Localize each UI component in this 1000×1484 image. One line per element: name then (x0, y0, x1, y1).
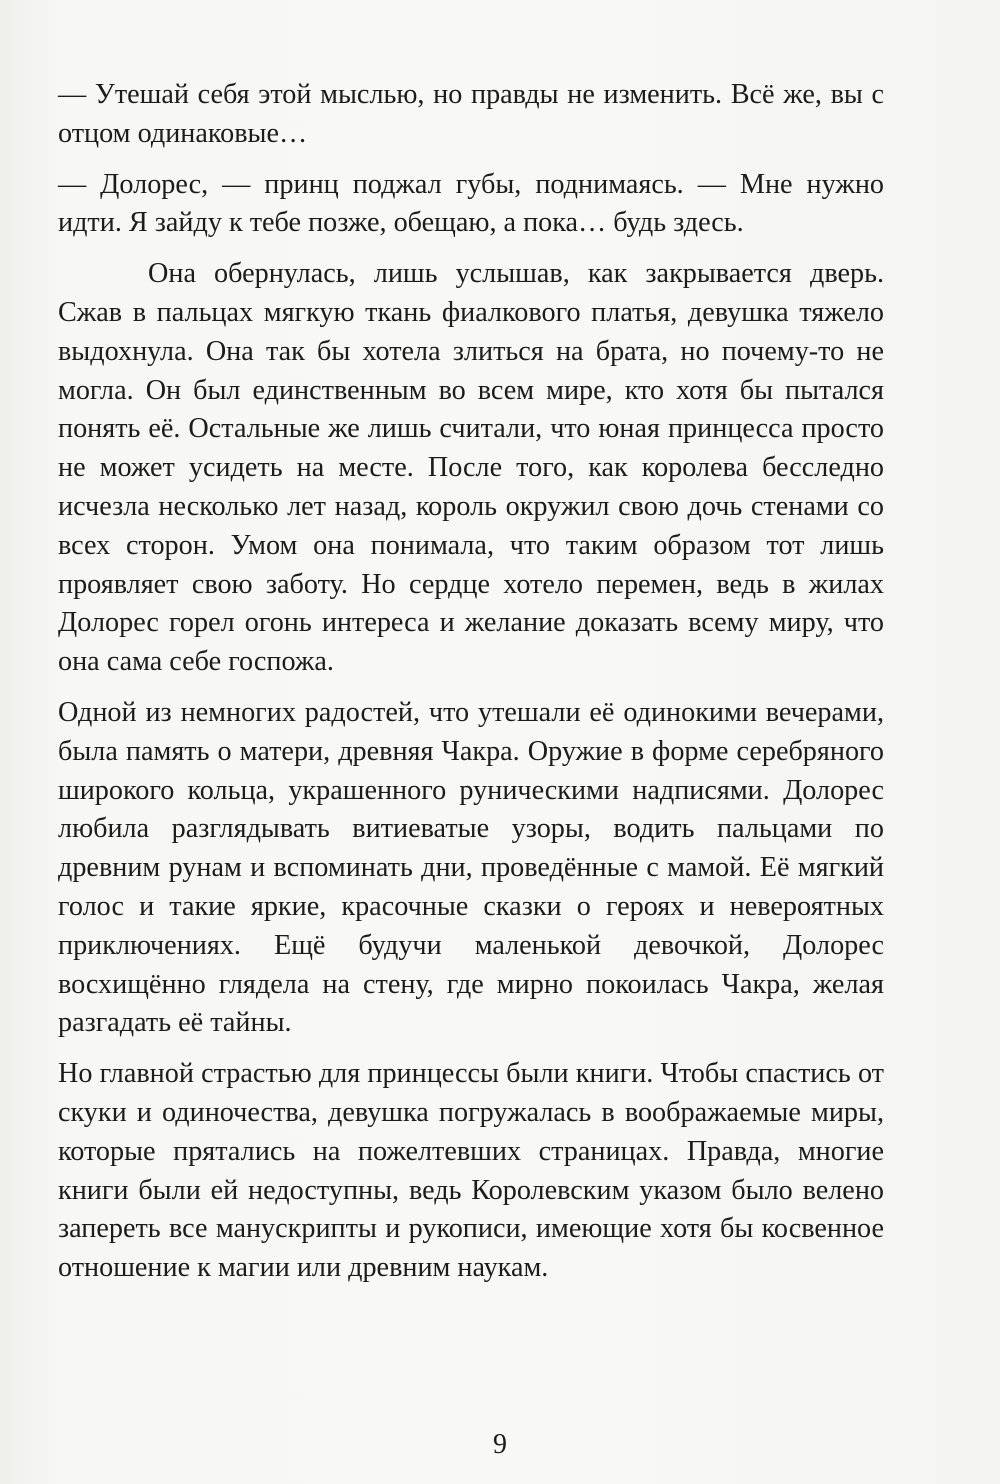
paragraph-dialogue-1: — Утешай себя этой мыслью, но правды не изменить. Всё же, вы с отцом одинаковые… (58, 79, 884, 149)
page-number: 9 (493, 1429, 507, 1460)
paragraph-narrative-1: Она обернулась, лишь услышав, как закрывается дверь. Сжав в пальцах мягкую ткань фиалкового платья, девушка тяжело выдохнула. Она так бы хотела злиться на брата, но почему-то не могла. Он был единственным во всем мире, кто хотя бы пытался понять её. Остальные же лишь считали, что юная принцесса просто не может усидеть на месте. После того, как королева бесследно исчезла несколько лет назад, король окружил свою дочь стенами со всех сторон. Умом она понимала, что таким образом тот лишь проявляет свою заботу. Но сердце хотело перемен, ведь в жилах Долорес горел огонь интереса и желание доказать всему миру, что она сама себе госпожа. (58, 258, 884, 678)
paragraph-narrative-2: Одной из немногих радостей, что утешали её одинокими вечерами, была память о матери, древняя Чакра. Оружие в форме серебряного широкого кольца, украшенного руническими надписями. Долорес любила разглядывать витиеватые узоры, водить пальцами по древним рунам и вспоминать дни, проведённые с мамой. Её мягкий голос и такие яркие, красочные сказки о героях и невероятных приключениях. Ещё будучи маленькой девочкой, Долорес восхищённо глядела на стену, где мирно покоилась Чакра, желая разгадать её тайны. (58, 696, 884, 1039)
paragraph-dialogue-2: — Долорес, — принц поджал губы, поднимаясь. — Мне нужно идти. Я зайду к тебе позже, обещаю, а пока… будь здесь. (58, 168, 884, 239)
paragraph-narrative-3: Но главной страстью для принцессы были книги. Чтобы спастись от скуки и одиночества, девушка погружалась в воображаемые миры, которые прятались на пожелтевших страницах. Правда, многие книги были ей недоступны, ведь Королевским указом было велено запереть все манускрипты и рукописи, имеющие хотя бы косвенное отношение к магии или древним наукам. (58, 1058, 884, 1284)
body-text (58, 76, 884, 1300)
